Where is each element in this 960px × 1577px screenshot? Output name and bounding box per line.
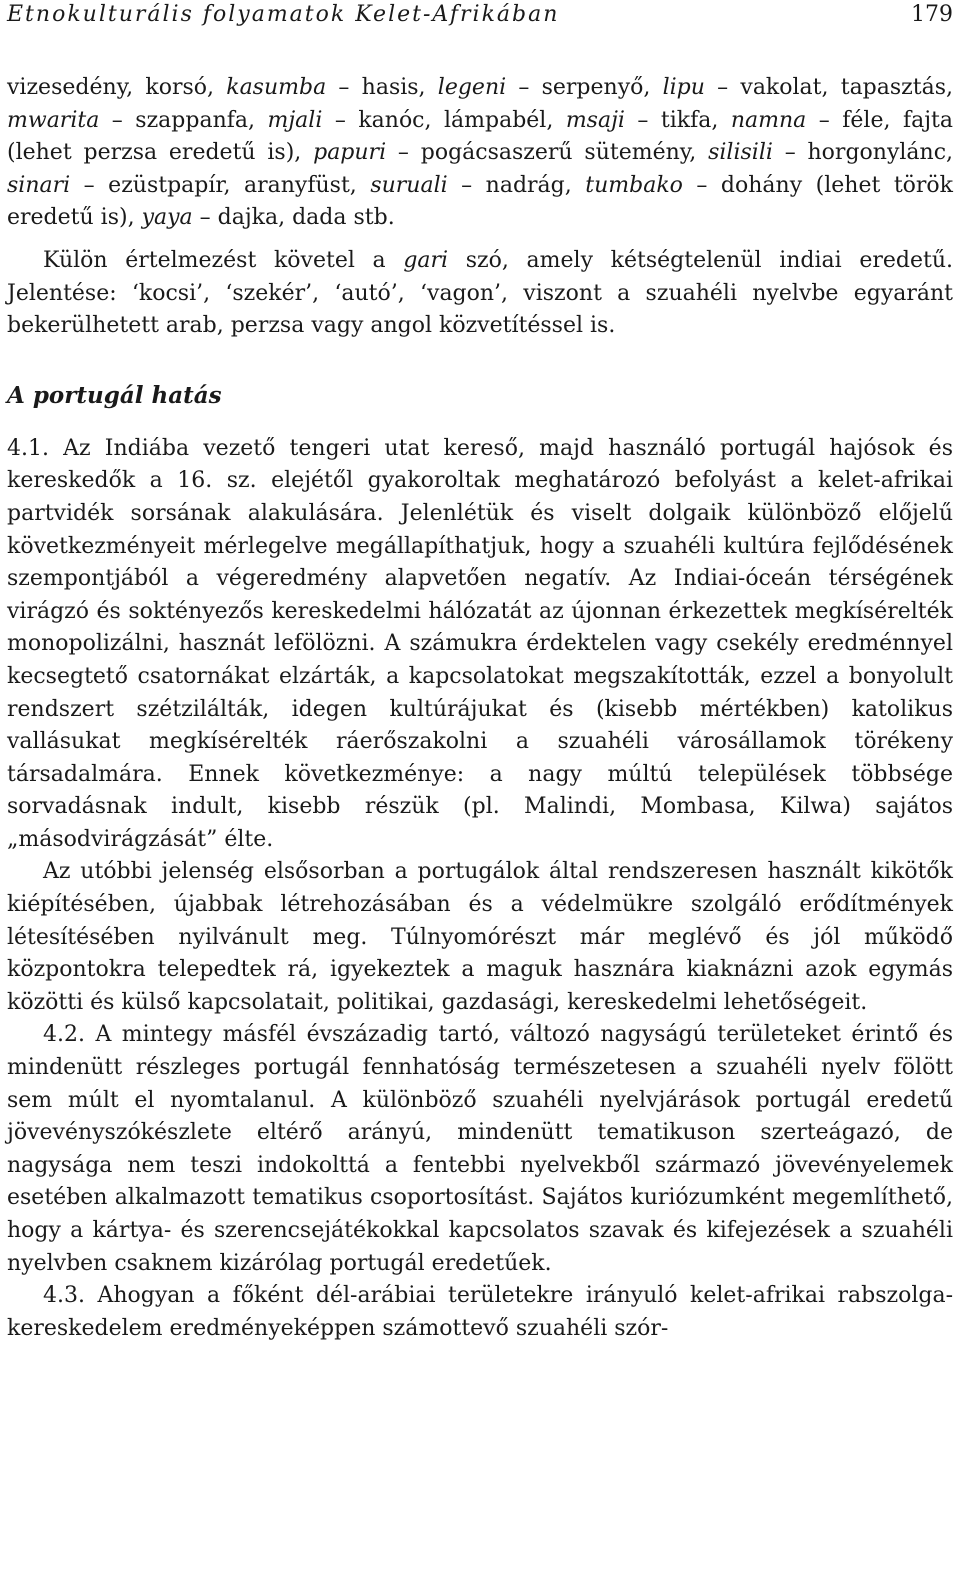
loanword: suruali	[370, 172, 448, 198]
page-number: 179	[911, 2, 953, 27]
section-heading: A portugál hatás	[7, 381, 222, 409]
loanword: legeni	[437, 75, 507, 100]
loanword: yaya	[141, 205, 193, 231]
loanword: mwarita	[7, 107, 100, 133]
paragraph-4-2: 4.2. A mintegy másfél évszázadig tartó, változó nagyságú területeket érintő és mindenütt részleges portugál fennhatóság természetesen a szuahéli nyelv fölött sem múlt el nyomtalanul. A különböző szuahéli nyelvjárások portugál eredetű jövevényszókészlete eltérő arányú, mindenütt tematikuson szerteágazó, de nagysága nem teszi indokolttá a fentebbi nyelvekből származó jövevényelemek esetében alkalmazott tematikus csoportosítást. Sajátos kuriózumként megemlíthető, hogy a kártya- és szerencsejátékokkal kapcsolatos szavak és kifejezések a szuahéli nyelvben csaknem kizárólag portugál eredetűek.	[7, 1022, 953, 1276]
loanword: kasumba	[226, 75, 327, 100]
paragraph-4-1: 4.1. Az Indiába vezető tengeri utat kereső, majd használó portugál hajósok és kereskedők a 16. sz. elejétől gyakoroltak meghatározó befolyást a kelet-afrikai partvidék sorsának alakulására. Jelenlétük és viselt dolgaik különböző előjelű következményeit mérlegelve megállapíthatjuk, hogy a szuahéli kultúra fejlődésének szempontjából a végeredmény alapvetően negatív. Az Indiai-óceán térségének virágzó és soktényezős kereskedelmi hálózatát az újonnan érkezettek megkísérelték monopolizálni, hasznát lefölözni. A számukra érdektelen vagy csekély eredménnyel kecsegtető csatornákat elzárták, a kapcsolatokat megszakították, ezzel a bonyolult rendszert szétzilálták, idegen kultúrájukat és (kisebb mértékben) katolikus vallásukat megkísérelték ráerőszakolni a szuahéli városállamok törékeny társadalmára. Ennek következménye: a nagy múltú települések többsége sorvadásnak indult, kisebb részük (pl. Malindi, Mombasa, Kilwa) sajátos „másodvirágzását” élte.	[7, 435, 953, 852]
paragraph-gari: Külön értelmezést követel a gari szó, amely kétségtelenül indiai eredetű. Jelentése: ‘kocsi’, ‘szekér’, ‘autó’, ‘vagon’, viszont a szuahéli nyelvbe egyaránt bekerülhetett arab, perzsa vagy angol közvetítéssel is.	[7, 247, 954, 339]
loanword: tumbako	[585, 172, 683, 198]
paragraph-4-3: 4.3. Ahogyan a főként dél-arábiai területekre irányuló kelet-afrikai rabszolga-kereskedelem eredményeképpen számottevő szuahéli szór-	[7, 1283, 953, 1341]
running-title: Etnokulturális folyamatok Kelet-Afrikában	[7, 2, 560, 27]
running-head	[7, 0, 953, 30]
loanword: mjali	[267, 107, 323, 133]
loanword: sinari	[7, 172, 71, 198]
body-text	[7, 72, 953, 1345]
loanword: gari	[403, 247, 449, 273]
document-page	[7, 0, 953, 1345]
loanword: silisili	[708, 140, 773, 166]
loanword: lipu	[662, 75, 705, 100]
paragraph-loanword-glossary: vizesedény, korsó, kasumba – hasis, legeni – serpenyő, lipu – vakolat, tapasztás, mwarita – szappanfa, mjali – kanóc, lámpabél, msaji – tikfa, namna – féle, fajta (lehet perzsa eredetű is), papuri – pogácsaszerű sütemény, silisili – horgonylánc, sinari – ezüstpapír, aranyfüst, suruali – nadrág, tumbako – dohány (lehet török eredetű is), yaya – dajka, dada stb.	[7, 75, 954, 231]
loanword: namna	[730, 107, 807, 133]
loanword: msaji	[565, 107, 625, 133]
paragraph-ports: Az utóbbi jelenség elsősorban a portugálok által rendszeresen használt kikötők kiépítésében, újabbak létrehozásában és a védelmükre szolgáló erődítmények létesítésében nyilvánult meg. Túlnyomórészt már meglévő és jól működő központokra telepedtek rá, igyekeztek a maguk hasznára kiaknázni azok egymás közötti és külső kapcsolatait, politikai, gazdasági, kereskedelmi lehetőségeit.	[7, 859, 953, 1015]
loanword: papuri	[313, 140, 387, 166]
